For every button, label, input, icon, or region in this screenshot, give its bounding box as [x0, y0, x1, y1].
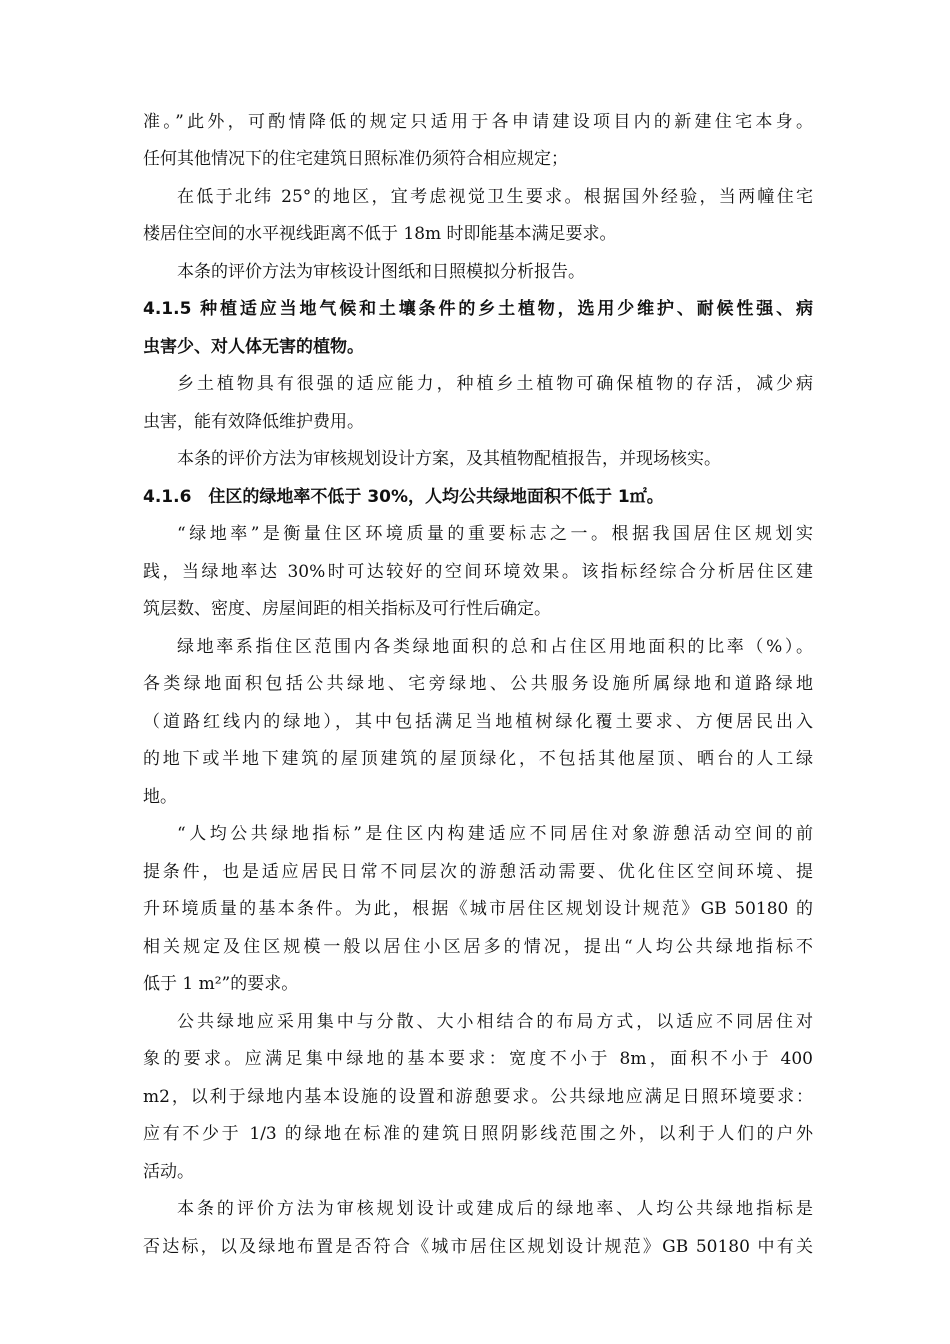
paragraph-line: 地。	[143, 787, 177, 807]
paragraph-line: 践，当绿地率达 30%时可达较好的空间环境效果。该指标经综合分析居住区建	[143, 562, 813, 582]
section-heading-4-1-5-cont: 虫害少、对人体无害的植物。	[143, 337, 364, 357]
paragraph-line: 低于 1 m²”的要求。	[143, 974, 299, 994]
paragraph-line: 本条的评价方法为审核规划设计或建成后的绿地率、人均公共绿地指标是	[177, 1199, 813, 1219]
paragraph-line: 应有不少于 1/3 的绿地在标准的建筑日照阴影线范围之外，以利于人们的户外	[143, 1124, 813, 1144]
paragraph-line: 准。”此外，可酌情降低的规定只适用于各申请建设项目内的新建住宅本身。	[143, 112, 813, 132]
paragraph-line: 本条的评价方法为审核规划设计方案，及其植物配植报告，并现场核实。	[177, 449, 721, 469]
paragraph-line: m2，以利于绿地内基本设施的设置和游憩要求。公共绿地应满足日照环境要求：	[143, 1087, 813, 1107]
paragraph-line: 活动。	[143, 1162, 194, 1182]
paragraph-line: “人均公共绿地指标”是住区内构建适应不同居住对象游憩活动空间的前	[177, 824, 813, 844]
paragraph-line: 筑层数、密度、房屋间距的相关指标及可行性后确定。	[143, 599, 551, 619]
paragraph-line: 本条的评价方法为审核设计图纸和日照模拟分析报告。	[177, 262, 585, 282]
paragraph-line: 各类绿地面积包括公共绿地、宅旁绿地、公共服务设施所属绿地和道路绿地	[143, 674, 813, 694]
section-heading-4-1-6: 4.1.6 住区的绿地率不低于 30%，人均公共绿地面积不低于 1㎡。	[143, 487, 664, 507]
paragraph-line: 公共绿地应采用集中与分散、大小相结合的布局方式，以适应不同居住对	[177, 1012, 813, 1032]
paragraph-line: 提条件，也是适应居民日常不同层次的游憩活动需要、优化住区空间环境、提	[143, 862, 813, 882]
paragraph-line: 楼居住空间的水平视线距离不低于 18m 时即能基本满足要求。	[143, 224, 617, 244]
paragraph-line: 乡土植物具有很强的适应能力，种植乡土植物可确保植物的存活，减少病	[177, 374, 813, 394]
section-heading-4-1-5: 4.1.5 种植适应当地气候和土壤条件的乡土植物，选用少维护、耐候性强、病	[143, 299, 813, 319]
paragraph-line: 在低于北纬 25°的地区，宜考虑视觉卫生要求。根据国外经验，当两幢住宅	[177, 187, 813, 207]
paragraph-line: 相关规定及住区规模一般以居住小区居多的情况，提出“人均公共绿地指标不	[143, 937, 813, 957]
paragraph-line: 象的要求。应满足集中绿地的基本要求：宽度不小于 8m，面积不小于 400	[143, 1049, 813, 1069]
paragraph-line: 任何其他情况下的住宅建筑日照标准仍须符合相应规定；	[143, 149, 568, 169]
paragraph-line: 升环境质量的基本条件。为此，根据《城市居住区规划设计规范》GB 50180 的	[143, 899, 813, 919]
paragraph-line: （道路红线内的绿地），其中包括满足当地植树绿化覆土要求、方便居民出入	[143, 712, 813, 732]
paragraph-line: 虫害，能有效降低维护费用。	[143, 412, 364, 432]
paragraph-line: 否达标，以及绿地布置是否符合《城市居住区规划设计规范》GB 50180 中有关	[143, 1237, 813, 1257]
paragraph-line: “绿地率”是衡量住区环境质量的重要标志之一。根据我国居住区规划实	[177, 524, 813, 544]
paragraph-line: 绿地率系指住区范围内各类绿地面积的总和占住区用地面积的比率（%）。	[177, 637, 813, 657]
paragraph-line: 的地下或半地下建筑的屋顶建筑的屋顶绿化，不包括其他屋顶、晒台的人工绿	[143, 749, 813, 769]
